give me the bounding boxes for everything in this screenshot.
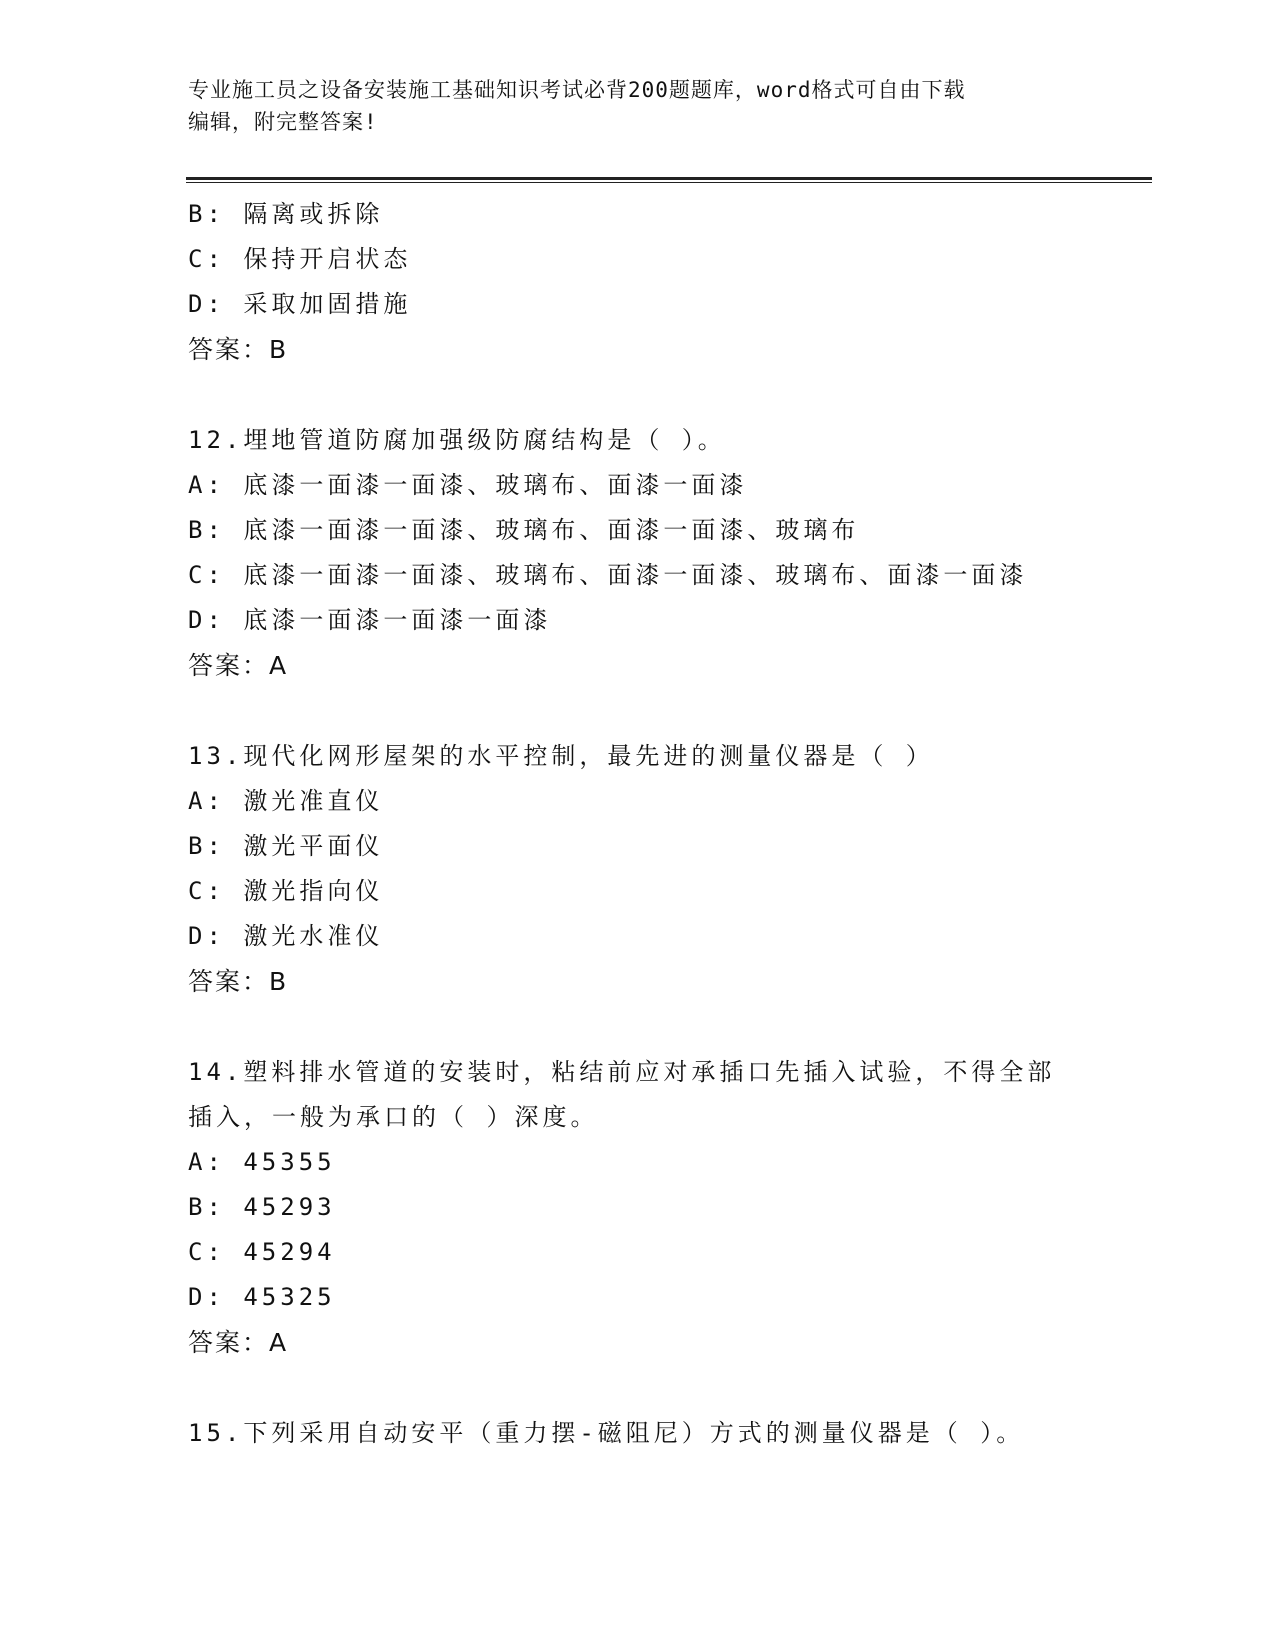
answer: 答案：B [188,335,289,364]
option-c: C: 45294 [188,1238,336,1266]
spacer [188,1004,1088,1050]
question-14 [188,1050,1088,1365]
option-d: D: 激光水准仪 [188,922,384,950]
question-stem-line-2: 插入，一般为承口的（ ）深度。 [188,1103,599,1131]
question-12 [188,418,1088,688]
answer: 答案：A [188,651,289,680]
question-content [188,192,1088,1456]
option-a: A: 底漆一面漆一面漆、玻璃布、面漆一面漆 [188,471,748,499]
option-d: D: 底漆一面漆一面漆一面漆 [188,606,552,634]
answer: 答案：B [188,967,289,996]
spacer [188,372,1088,418]
question-stem: 15.下列采用自动安平（重力摆-磁阻尼）方式的测量仪器是（ ）。 [188,1419,1025,1447]
option-c: C: 保持开启状态 [188,245,412,273]
header-rule-thin [186,182,1152,183]
spacer [188,688,1088,734]
question-15 [188,1411,1088,1456]
option-d: D: 采取加固措施 [188,290,412,318]
question-stem-line-1: 14.塑料排水管道的安装时，粘结前应对承插口先插入试验，不得全部 [188,1058,1056,1086]
question-stem: 13.现代化网形屋架的水平控制，最先进的测量仪器是（ ） [188,742,934,770]
header-line-1: 专业施工员之设备安装施工基础知识考试必背200题题库，word格式可自由下载 [188,78,966,102]
option-a: A: 45355 [188,1148,336,1176]
document-header [188,74,1068,138]
option-b: B: 底漆一面漆一面漆、玻璃布、面漆一面漆、玻璃布 [188,516,860,544]
option-b: B: 45293 [188,1193,336,1221]
answer: 答案：A [188,1328,289,1357]
option-c: C: 激光指向仪 [188,877,384,905]
option-a: A: 激光准直仪 [188,787,384,815]
question-stem: 12.埋地管道防腐加强级防腐结构是（ ）。 [188,426,726,454]
option-d: D: 45325 [188,1283,336,1311]
spacer [188,1365,1088,1411]
option-b: B: 激光平面仪 [188,832,384,860]
option-c: C: 底漆一面漆一面漆、玻璃布、面漆一面漆、玻璃布、面漆一面漆 [188,561,1028,589]
option-b: B: 隔离或拆除 [188,200,384,228]
continued-question [188,192,1088,372]
question-13 [188,734,1088,1004]
header-rule-thick [186,177,1152,180]
header-line-2: 编辑，附完整答案! [188,110,378,134]
